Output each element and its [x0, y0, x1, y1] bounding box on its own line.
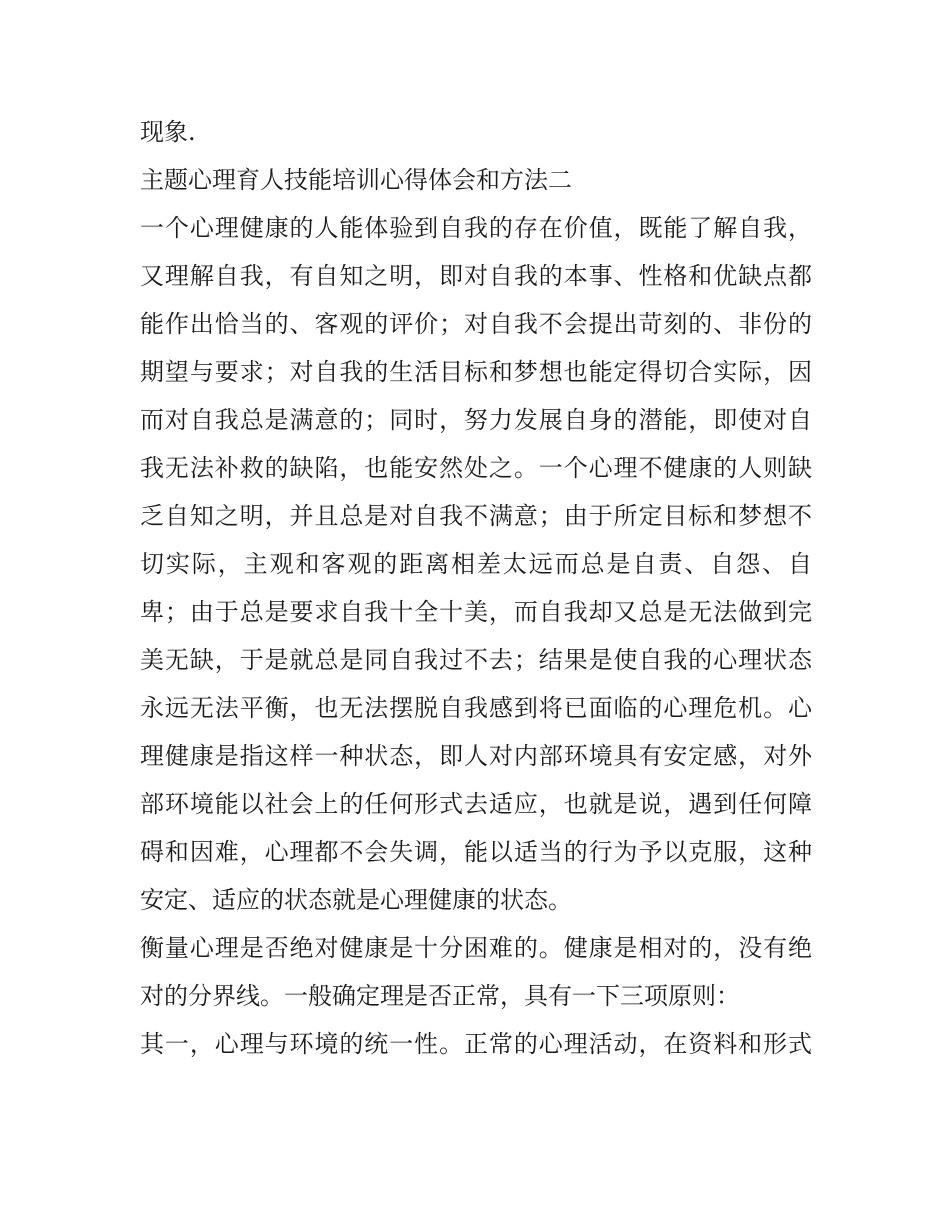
text-line: 而对自我总是满意的；同时，努力发展自身的潜能，即使对自 — [140, 406, 812, 434]
text-line: 我无法补救的缺陷，也能安然处之。一个心理不健康的人则缺 — [140, 454, 812, 482]
text-line: 乏自知之明，并且总是对自我不满意；由于所定目标和梦想不 — [140, 502, 812, 530]
text-line: 美无缺，于是就总是同自我过不去；结果是使自我的心理状态 — [140, 646, 812, 674]
text-line: 理健康是指这样一种状态，即人对内部环境具有安定感，对外 — [140, 742, 812, 770]
text-line: 一个心理健康的人能体验到自我的存在价值，既能了解自我， — [140, 214, 812, 242]
text-line: 部环境能以社会上的任何形式去适应，也就是说，遇到任何障 — [140, 790, 812, 818]
text-line: 现象. — [140, 118, 196, 146]
text-line: 能作出恰当的、客观的评价；对自我不会提出苛刻的、非份的 — [140, 310, 812, 338]
section-heading: 主题心理育人技能培训心得体会和方法二 — [140, 166, 572, 194]
text-line: 对的分界线。一般确定理是否正常，具有一下三项原则： — [140, 982, 740, 1010]
text-line: 其一，心理与环境的统一性。正常的心理活动，在资料和形式 — [140, 1030, 812, 1058]
text-line: 永远无法平衡，也无法摆脱自我感到将已面临的心理危机。心 — [140, 694, 812, 722]
text-line: 期望与要求；对自我的生活目标和梦想也能定得切合实际，因 — [140, 358, 812, 386]
text-line: 安定、适应的状态就是心理健康的状态。 — [140, 886, 572, 914]
text-line: 卑；由于总是要求自我十全十美，而自我却又总是无法做到完 — [140, 598, 812, 626]
text-line: 切实际，主观和客观的距离相差太远而总是自责、自怨、自 — [140, 550, 812, 578]
text-line: 碍和因难，心理都不会失调，能以适当的行为予以克服，这种 — [140, 838, 812, 866]
text-line: 又理解自我，有自知之明，即对自我的本事、性格和优缺点都 — [140, 262, 812, 290]
text-line: 衡量心理是否绝对健康是十分困难的。健康是相对的，没有绝 — [140, 934, 812, 962]
body-text — [140, 108, 820, 1068]
